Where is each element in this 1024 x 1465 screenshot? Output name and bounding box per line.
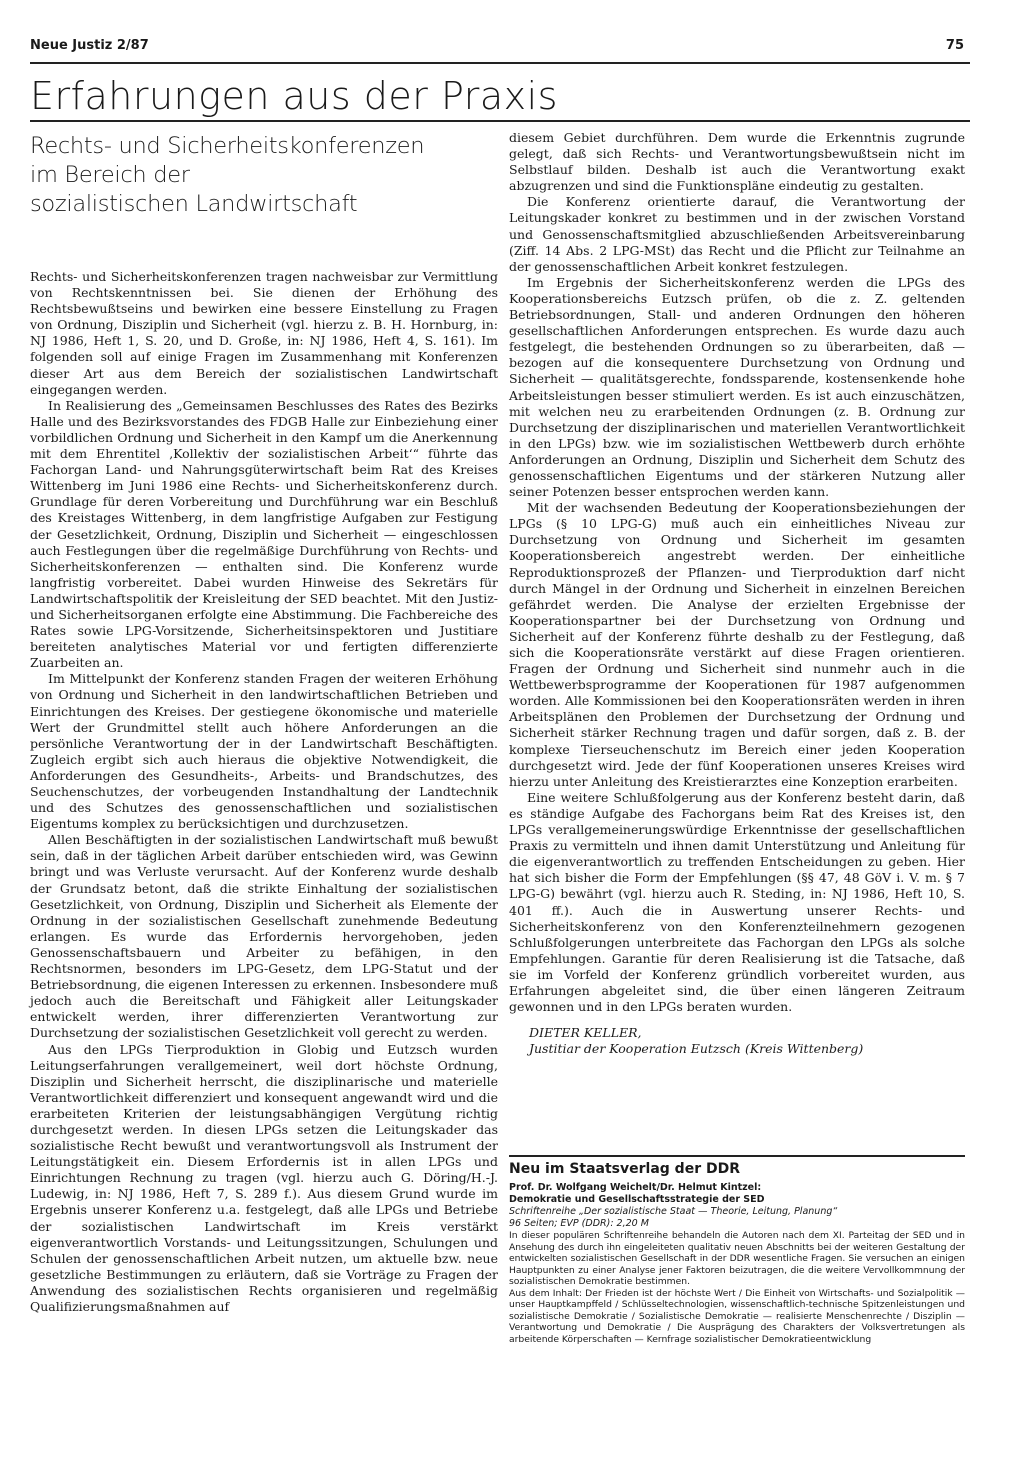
article-paragraph: Allen Beschäftigten in der sozialistischen Landwirtschaft muß bewußt sein, daß in der täglichen Arbeit darüber entschieden wird, was Gewinn bringt und was Verluste verursacht. Auf der Konferenz wurde deshalb der Grundsatz betont, daß die strikte Einhaltung der sozialistischen Gesetzlichkeit, von Ordnung, Disziplin und Sicherheit als Elemente der Ordnung in der sozialistischen Gesellschaft zunehmende Bedeutung erlangen. Es wurde das Erfordernis hervorgehoben, jeden Genossenschaftsbauern und Arbeiter zu befähigen, in den Rechtsnormen, besonders im LPG-Gesetz, dem LPG-Statut und der Betriebsordnung, die eigenen Interessen zu erkennen. Insbesondere muß jedoch auch die Bereitschaft und Fähigkeit aller Leitungskader entwickelt werden, ihrer differenzierten Verantwortung zur Durchsetzung der sozialistischen Gesetzlichkeit voll gerecht zu werden. <box>30 832 498 1041</box>
book-contents: Aus dem Inhalt: Der Frieden ist der höchste Wert / Die Einheit von Wirtschafts- und Sozialpolitik — unser Hauptkampffeld / Schlüsseltechnologien, wissenschaftlich-technische Spitzenleistungen und sozialistische Demokratie / Sozialistische Demokratie — realisierte Menschenrechte / Disziplin — Verantwortung und Demokratie / Die Ausprägung des Charakters der Volksvertretungen als arbeitende Körperschaften — Kernfrage sozialistischer Demokratieentwicklung <box>509 1287 965 1345</box>
book-title: Demokratie und Gesellschaftsstrategie der SED <box>509 1194 765 1205</box>
page-number: 75 <box>945 38 964 53</box>
article-title-line: Rechts- und Sicherheitskonferenzen <box>30 133 425 159</box>
author-signature <box>509 1025 965 1057</box>
section-rule <box>30 120 970 122</box>
right-column <box>509 130 965 1057</box>
book-series: Schriftenreihe „Der sozialistische Staat — Theorie, Leitung, Planung“ <box>509 1206 838 1217</box>
header-rule <box>30 62 970 64</box>
running-head <box>30 38 964 58</box>
publication-heading: Neu im Staatsverlag der DDR <box>509 1161 740 1177</box>
section-title: Erfahrungen aus der Praxis <box>30 74 558 118</box>
author-role: Justitiar der Kooperation Eutzsch (Kreis Wittenberg) <box>529 1041 864 1057</box>
book-description: In dieser populären Schriftenreihe behandeln die Autoren nach dem XI. Parteitag der SED und in Ansehung des durch ihn eingeleiteten qualitativ neuen Abschnitts bei der weiteren Gestaltung der entwickelten sozialistischen Gesellschaft in der DDR wesentliche Fragen. Sie versuchen an einigen Hauptpunkten zu einer Analyse jener Faktoren beizutragen, die die weitere Vervollkommnung der sozialistischen Demokratie bestimmen. <box>509 1230 965 1287</box>
article-title-line: sozialistischen Landwirtschaft <box>30 191 358 217</box>
article-paragraph: Aus den LPGs Tierproduktion in Globig und Eutzsch wurden Leitungserfahrungen verallgemeinert, weil dort höchste Ordnung, Disziplin und Sicherheit herrscht, die disziplinarische und materielle Verantwortlichkeit differenziert und konsequent angewandt wird und die erarbeiteten Kriterien der leistungsabhängigen Vergütung richtig durchgesetzt werden. In diesen LPGs setzen die Leitungskader das sozialistische Recht bewußt und verantwortungsvoll als Instrument der Leitungstätigkeit ein. Diesem Erfordernis ist in allen LPGs und Einrichtungen Rechnung zu tragen (vgl. hierzu auch G. Döring/H.-J. Ludewig, in: NJ 1986, Heft 7, S. 289 f.). Aus diesem Grund wurde im Ergebnis unserer Konferenz u.a. festgelegt, daß alle LPGs und Betriebe der sozialistischen Landwirtschaft im Kreis verstärkt eigenverantwortlich Vorstands- und Leitungssitzungen, Schulungen und Schulen der genossenschaftlichen Arbeit nutzen, um aktuelle bzw. neue gesetzliche Bestimmungen zu erläutern, daß sie Vorträge zu Fragen der Anwendung des sozialistischen Rechts organisieren und regelmäßig Qualifizierungsmaßnahmen auf <box>30 1041 498 1314</box>
article-paragraph: Rechts- und Sicherheitskonferenzen tragen nachweisbar zur Vermittlung von Rechtskenntnissen bei. Sie dienen der Erhöhung des Rechtsbewußtseins und bewirken eine bessere Einstellung zu Fragen von Ordnung, Disziplin und Sicherheit (vgl. hierzu z. B. H. Hornburg, in: NJ 1986, Heft 1, S. 20, und D. Große, in: NJ 1986, Heft 4, S. 161). Im folgenden soll auf einige Fragen im Zusammenhang mit Konferenzen dieser Art aus dem Bereich der sozialistischen Landwirtschaft eingegangen werden. <box>30 269 498 397</box>
left-column <box>30 132 498 1315</box>
journal-issue: Neue Justiz 2/87 <box>30 38 149 53</box>
publication-notice <box>509 1155 965 1345</box>
article-title-line: im Bereich der <box>30 162 190 188</box>
article-paragraph: Im Mittelpunkt der Konferenz standen Fragen der weiteren Erhöhung von Ordnung und Sicherheit in den landwirtschaftlichen Betrieben und Einrichtungen des Kreises. Der gestiegene ökonomische und materielle Wert der Grundmittel stellt auch höhere Anforderungen an die persönliche Verantwortung der in der Landwirtschaft Beschäftigten. Zugleich ergibt sich auch hieraus die objektive Notwendigkeit, die Anforderungen des Gesundheits-, Arbeits- und Brandschutzes, des Seuchenschutzes, der vorbeugenden Instandhaltung der Landtechnik und des Schutzes des genossenschaftlichen und sozialistischen Eigentums komplex zu berücksichtigen und durchzusetzen. <box>30 671 498 832</box>
article-paragraph: diesem Gebiet durchführen. Dem wurde die Erkenntnis zugrunde gelegt, daß sich Rechts- und Verantwortungsbewußtsein nicht im Selbstlauf bilden. Deshalb ist auch die Verantwortung exakt abzugrenzen und sind die Funktionspläne eindeutig zu gestalten. <box>509 130 965 194</box>
book-authors: Prof. Dr. Wolfgang Weichelt/Dr. Helmut Kintzel: <box>509 1182 762 1193</box>
article-paragraph: Die Konferenz orientierte darauf, die Verantwortung der Leitungskader konkret zu bestimmen und in der zwischen Vorstand und Genossenschaftsmitglied abzuschließenden Arbeitsvereinbarung (Ziff. 14 Abs. 2 LPG-MSt) das Recht und die Pflicht zur Teilnahme an der genossenschaftlichen Arbeit konkret festzulegen. <box>509 194 965 274</box>
article-paragraph: Eine weitere Schlußfolgerung aus der Konferenz besteht darin, daß es ständige Aufgabe des Fachorgans beim Rat des Kreises ist, den LPGs verallgemeinerungswürdige Erkenntnisse der gesellschaftlichen Praxis zu vermitteln und ihnen damit Unterstützung und Anleitung für die eigenverantwortlich zu treffenden Entscheidungen zu geben. Hier hat sich bisher die Form der Empfehlungen (§§ 47, 48 GöV i. V. m. § 7 LPG-G) bewährt (vgl. hierzu auch R. Steding, in: NJ 1986, Heft 10, S. 401 ff.). Auch die in Auswertung unserer Rechts- und Sicherheitskonferenz von den Konferenzteilnehmern gezogenen Schlußfolgerungen unterbreitete das Fachorgan den LPGs als solche Empfehlungen. Garantie für deren Realisierung ist die Tatsache, daß sie im Vorfeld der Konferenz gründlich vorbereitet wurden, aus Erfahrungen abgeleitet sind, die über einen längeren Zeitraum gewonnen und in den LPGs beraten wurden. <box>509 789 965 1015</box>
book-details: 96 Seiten; EVP (DDR): 2,20 M <box>509 1218 649 1229</box>
author-name: DIETER KELLER, <box>529 1025 642 1041</box>
article-paragraph: Im Ergebnis der Sicherheitskonferenz werden die LPGs des Kooperationsbereichs Eutzsch prüfen, ob die z. Z. geltenden Betriebsordnungen, Stall- und anderen Ordnungen den höheren gesellschaftlichen Anforderungen entsprechen. Es wurde dazu auch festgelegt, die bestehenden Ordnungen so zu überarbeiten, daß — bezogen auf die konsequentere Durchsetzung von Ordnung und Sicherheit — qualitätsgerechte, fondssparende, kostensenkende hohe Arbeitsleistungen besser stimuliert werden. Es ist auch einzuschätzen, mit welchen neu zu erarbeitenden Ordnungen (z. B. Ordnung zur Durchsetzung der disziplinarischen und materiellen Verantwortlichkeit in den LPGs) bzw. wie im sozialistischen Wettbewerb durch erhöhte Anforderungen an Ordnung, Disziplin und Sicherheit dem Schutz des genossenschaftlichen Eigentums und der stärkeren Nutzung aller seiner Potenzen besser entsprochen werden kann. <box>509 274 965 500</box>
article-paragraph: Mit der wachsenden Bedeutung der Kooperationsbeziehungen der LPGs (§ 10 LPG-G) muß auch ein einheitliches Niveau zur Durchsetzung von Ordnung und Sicherheit im gesamten Kooperationsbereich angestrebt werden. Der einheitliche Reproduktionsprozeß der Pflanzen- und Tierproduktion darf nicht durch Mängel in der Ordnung und Sicherheit in einzelnen Bereichen gefährdet werden. Die Analyse der erzielten Ergebnisse der Kooperationspartner bei der Durchsetzung von Ordnung und Sicherheit auf der Konferenz führte deshalb zu der Festlegung, daß sich die Kooperationsräte verstärkt auf diese Fragen orientieren. Fragen der Ordnung und Sicherheit sind nunmehr auch in die Wettbewerbsprogramme der Kooperationen für 1987 aufgenommen worden. Alle Kommissionen bei den Kooperationsräten werden in ihren Arbeitsplänen den Problemen der Durchsetzung der Ordnung und Sicherheit stärker Rechnung tragen und dafür sorgen, daß z. B. der komplexe Tierseuchenschutz im Bereich einer jeden Kooperation durchgesetzt wird. Jede der fünf Kooperationen unseres Kreises wird hierzu unter Anleitung des Kreistierarztes eine Konzeption erarbeiten. <box>509 500 965 789</box>
article-title <box>30 132 498 219</box>
article-paragraph: In Realisierung des „Gemeinsamen Beschlusses des Rates des Bezirks Halle und des Bezirksvorstandes des FDGB Halle zur Einbeziehung einer vorbildlichen Ordnung und Sicherheit in den Kampf um die Anerkennung mit dem Ehrentitel ‚Kollektiv der sozialistischen Arbeit‘“ führte das Fachorgan Land- und Nahrungsgüterwirtschaft beim Rat des Kreises Wittenberg im Juni 1986 eine Rechts- und Sicherheitskonferenz durch. Grundlage für deren Vorbereitung und Durchführung war ein Beschluß des Kreistages Wittenberg, in dem langfristige Aufgaben zur Festigung der Gesetzlichkeit, Ordnung, Disziplin und Sicherheit — eingeschlossen auch Festlegungen über die regelmäßige Durchführung von Rechts- und Sicherheitskonferenzen — enthalten sind. Die Konferenz wurde langfristig vorbereitet. Dabei wurden Hinweise des Sekretärs für Landwirtschaftspolitik der Kreisleitung der SED beachtet. Mit den Justiz- und Sicherheitsorganen erfolgte eine Abstimmung. Die Fachbereiche des Rates sowie LPG-Vorsitzende, Sicherheitsinspektoren und Justitiare bereiteten analytisches Material vor und fertigten differenzierte Zuarbeiten an. <box>30 397 498 671</box>
